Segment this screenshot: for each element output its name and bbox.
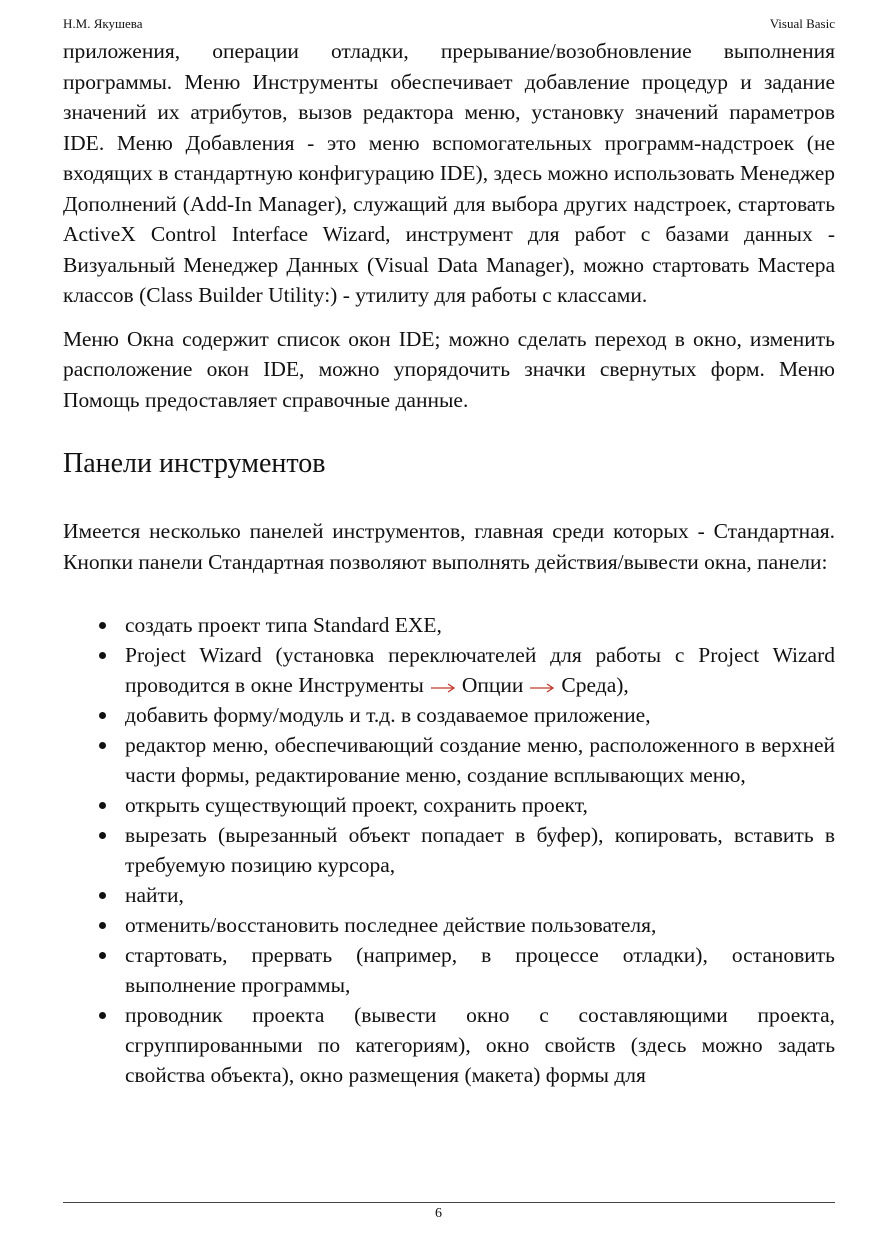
bullet-icon bbox=[99, 742, 106, 749]
page-content bbox=[63, 36, 835, 1090]
bullet-icon bbox=[99, 622, 106, 629]
section-title: Панели инструментов bbox=[63, 448, 326, 479]
paragraph-toolbars-intro: Имеется несколько панелей инструментов, главная среди которых - Стандартная. Кнопки панели Стандартная позволяют выполнять действия/вывести окна, панели: bbox=[63, 519, 835, 574]
list-item: вырезать (вырезанный объект попадает в буфер), копировать, вставить в требуемую позицию курсора, bbox=[63, 820, 835, 880]
bullet-icon bbox=[99, 802, 106, 809]
bullet-icon bbox=[99, 1012, 106, 1019]
right-arrow-icon bbox=[430, 679, 456, 693]
right-arrow-icon bbox=[529, 679, 555, 693]
page-number: 6 bbox=[435, 1206, 442, 1221]
list-item: Project Wizard (установка переключателей для работы с Project Wizard проводится в окне Инструменты Опции Среда), bbox=[63, 640, 835, 700]
toolbar-actions-list bbox=[63, 610, 835, 1090]
bullet-icon bbox=[99, 832, 106, 839]
list-item: найти, bbox=[63, 880, 835, 910]
list-item: отменить/восстановить последнее действие пользователя, bbox=[63, 910, 835, 940]
list-item: добавить форму/модуль и т.д. в создаваемое приложение, bbox=[63, 700, 835, 730]
header-author: Н.М. Якушева bbox=[63, 16, 143, 31]
list-item: проводник проекта (вывести окно с составляющими проекта, сгруппированными по категориям), окно свойств (здесь можно задать свойства объекта), окно размещения (макета) формы для bbox=[63, 1000, 835, 1090]
bullet-icon bbox=[99, 712, 106, 719]
header-subject: Visual Basic bbox=[769, 16, 835, 31]
paragraph-menus-continued: приложения, операции отладки, прерывание/возобновление выполнения программы. Меню Инструменты обеспечивает добавление процедур и задание значений их атрибутов, вызов редактора меню, установку значений параметров IDE. Меню Добавления - это меню вспомогательных программ-надстроек (не входящих в стандартную конфигурацию IDE), здесь можно использовать Менеджер Дополнений (Add-In Manager), служащий для выбора других надстроек, стартовать ActiveX Control Interface Wizard, инструмент для работ с базами данных - Визуальный Менеджер Данных (Visual Data Manager), можно стартовать Мастера классов (Class Builder Utility:) - утилиту для работы с классами. bbox=[63, 39, 835, 307]
paragraph-window-help-menus: Меню Окна содержит список окон IDE; можно сделать переход в окно, изменить расположение окон IDE, можно упорядочить значки свернутых форм. Меню Помощь предоставляет справочные данные. bbox=[63, 326, 835, 412]
bullet-icon bbox=[99, 892, 106, 899]
list-item: создать проект типа Standard EXE, bbox=[63, 610, 835, 640]
bullet-icon bbox=[99, 652, 106, 659]
list-item: стартовать, прервать (например, в процессе отладки), остановить выполнение программы, bbox=[63, 940, 835, 1000]
list-item: редактор меню, обеспечивающий создание меню, расположенного в верхней части формы, редактирование меню, создание всплывающих меню, bbox=[63, 730, 835, 790]
list-item: открыть существующий проект, сохранить проект, bbox=[63, 790, 835, 820]
bullet-icon bbox=[99, 922, 106, 929]
page-header bbox=[63, 16, 835, 34]
bullet-icon bbox=[99, 952, 106, 959]
footer-divider bbox=[63, 1202, 835, 1203]
